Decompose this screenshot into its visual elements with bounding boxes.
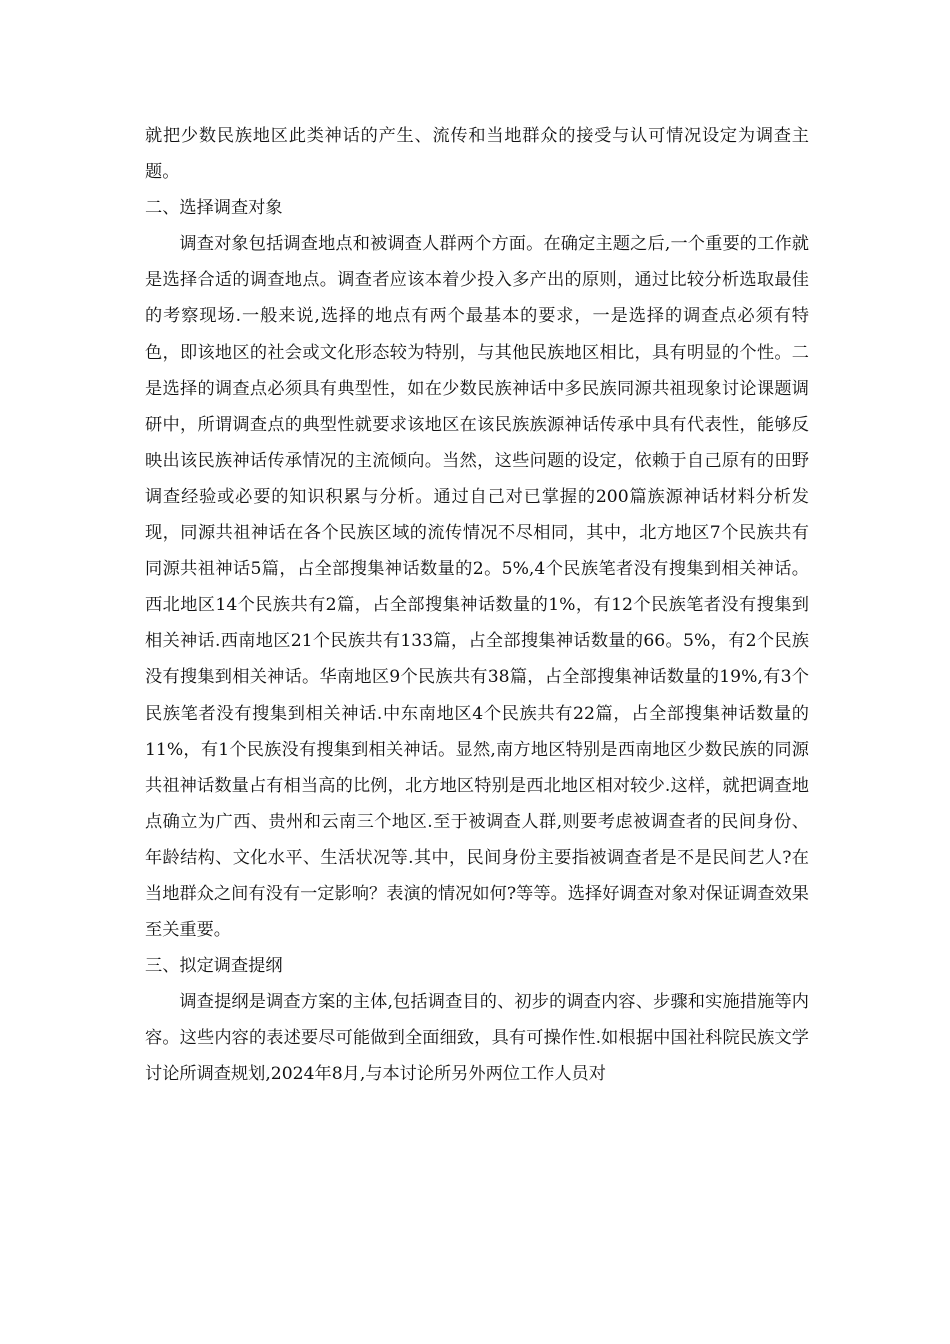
- body-paragraph: 调查对象包括调查地点和被调查人群两个方面。在确定主题之后,一个重要的工作就是选择合适的调查地点。调查者应该本着少投入多产出的原则，通过比较分析选取最佳的考察现场.一般来说,选择的地点有两个最基本的要求，一是选择的调查点必须有特色，即该地区的社会或文化形态较为特别，与其他民族地区相比，具有明显的个性。二是选择的调查点必须具有典型性，如在少数民族神话中多民族同源共祖现象讨论课题调研中，所谓调查点的典型性就要求该地区在该民族族源神话传承中具有代表性，能够反映出该民族神话传承情况的主流倾向。当然，这些问题的设定，依赖于自己原有的田野调查经验或必要的知识积累与分析。通过自己对已掌握的200篇族源神话材料分析发现，同源共祖神话在各个民族区域的流传情况不尽相同，其中，北方地区7个民族共有同源共祖神话5篇，占全部搜集神话数量的2。5%,4个民族笔者没有搜集到相关神话。西北地区14个民族共有2篇，占全部搜集神话数量的1%，有12个民族笔者没有搜集到相关神话.西南地区21个民族共有133篇，占全部搜集神话数量的66。5%，有2个民族没有搜集到相关神话。华南地区9个民族共有38篇，占全部搜集神话数量的19%,有3个民族笔者没有搜集到相关神话.中东南地区4个民族共有22篇，占全部搜集神话数量的11%，有1个民族没有搜集到相关神话。显然,南方地区特别是西南地区少数民族的同源共祖神话数量占有相当高的比例，北方地区特别是西北地区相对较少.这样，就把调查地点确立为广西、贵州和云南三个地区.至于被调查人群,则要考虑被调查者的民间身份、年龄结构、文化水平、生活状况等.其中，民间身份主要指被调查者是不是民间艺人?在当地群众之间有没有一定影响？表演的情况如何?等等。选择好调查对象对保证调查效果至关重要。: [145, 234, 809, 941]
- section-heading: 三、拟定调查提纲: [145, 956, 283, 977]
- document-body: [145, 118, 809, 1093]
- body-paragraph: 调查提纲是调查方案的主体,包括调查目的、初步的调查内容、步骤和实施措施等内容。这些内容的表述要尽可能做到全面细致，具有可操作性.如根据中国社科院民族文学讨论所调查规划,2024年8月,与本讨论所另外两位工作人员对: [145, 992, 809, 1085]
- section-heading: 二、选择调查对象: [145, 198, 283, 219]
- body-paragraph: 就把少数民族地区此类神话的产生、流传和当地群众的接受与认可情况设定为调查主题。: [145, 126, 809, 183]
